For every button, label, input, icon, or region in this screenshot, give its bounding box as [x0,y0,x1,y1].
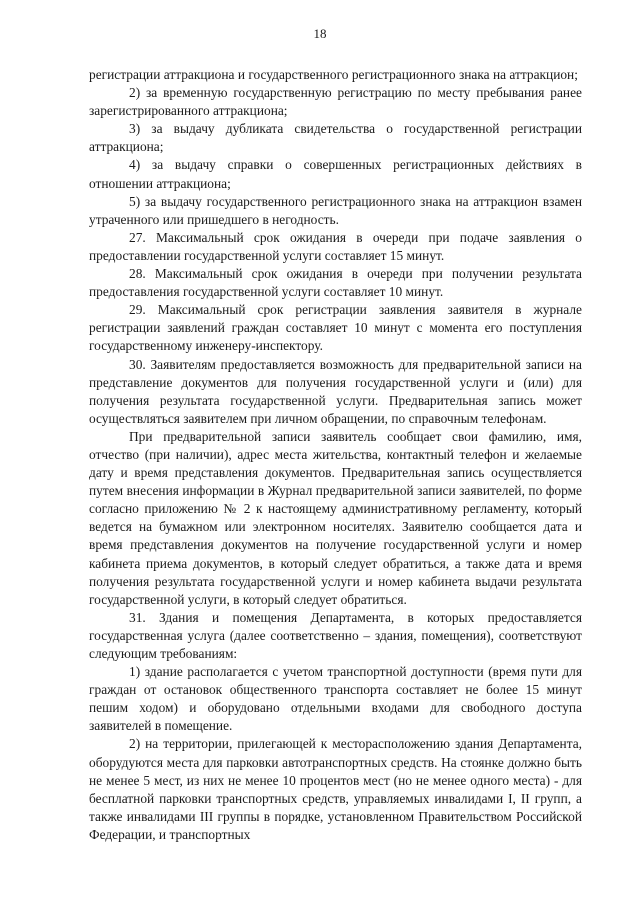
paragraph: При предварительной записи заявитель сообщает свои фамилию, имя, отчество (при наличии), адрес места жительства, контактный телефон и желаемые дату и время представления документов. Предварительная запись осуществляется путем внесения информации в Журнал предварительной записи заявителей, по форме согласно приложению № 2 к настоящему административному регламенту, который ведется на бумажном или электронном носителях. Заявителю сообщается дата и время представления документов на получение государственной услуги и номер кабинета приема документов, в который следует обратиться, а также дата и время получения результата государственной услуги и номер кабинета выдачи результата государственной услуги, в который следует обратиться. [89,428,582,607]
page-number: 18 [313,26,327,41]
paragraph: 5) за выдачу государственного регистрационного знака на аттракцион взамен утраченного или пришедшего в негодность. [89,193,582,227]
paragraph: 2) за временную государственную регистрацию по месту пребывания ранее зарегистрированного аттракциона; [89,85,582,119]
paragraph: 1) здание располагается с учетом транспортной доступности (время пути для граждан от остановок общественного транспорта составляет не более 15 минут пешим ходом) и оборудовано отдельными входами для свободного доступа заявителей в помещение. [89,664,582,734]
paragraph: 4) за выдачу справки о совершенных регистрационных действиях в отношении аттракциона; [89,157,582,191]
paragraph: 30. Заявителям предоставляется возможность для предварительной записи на представление документов для получения государственной услуги и (или) для получения результата государственной услуги. Предварительная запись может осуществляться заявителем при личном обращении, по справочным телефонам. [89,356,582,426]
body-text [89,66,582,844]
paragraph: 2) на территории, прилегающей к месторасположению здания Департамента, оборудуются места для парковки автотранспортных средств. На стоянке должно быть не менее 5 мест, из них не менее 10 процентов мест (но не менее одного места) - для бесплатной парковки транспортных средств, управляемых инвалидами I, II групп, а также инвалидами III группы в порядке, установленном Правительством Российской Федерации, и транспортных [89,736,582,842]
paragraph: 3) за выдачу дубликата свидетельства о государственной регистрации аттракциона; [89,121,582,155]
paragraph: 29. Максимальный срок регистрации заявления заявителя в журнале регистрации заявлений граждан составляет 10 минут с момента его поступления государственному инженеру-инспектору. [89,302,582,354]
paragraph: 27. Максимальный срок ожидания в очереди при подаче заявления о предоставлении государственной услуги составляет 15 минут. [89,229,582,263]
paragraph: 31. Здания и помещения Департамента, в которых предоставляется государственная услуга (далее соответственно – здания, помещения), соответствуют следующим требованиям: [89,609,582,661]
paragraph: регистрации аттракциона и государственного регистрационного знака на аттракцион; [89,67,578,82]
paragraph: 28. Максимальный срок ожидания в очереди при получении результата предоставления государственной услуги составляет 10 минут. [89,266,582,300]
